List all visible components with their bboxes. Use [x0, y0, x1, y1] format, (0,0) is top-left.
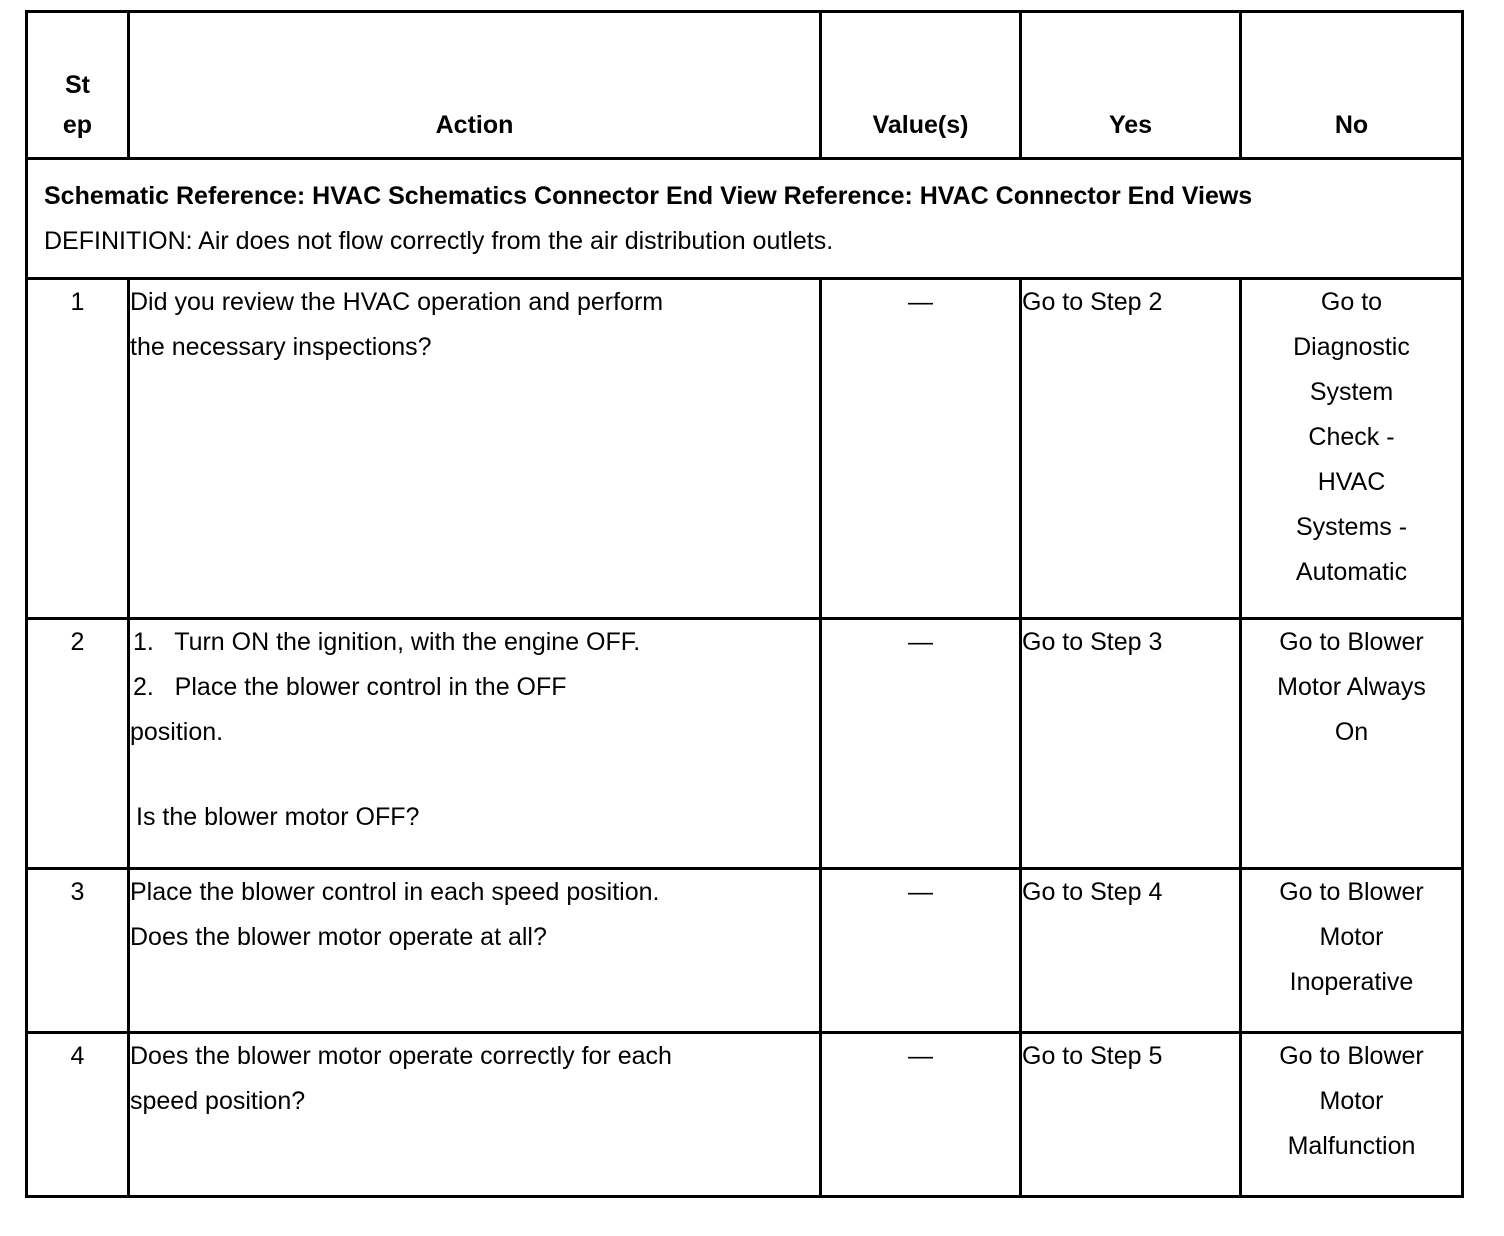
- yes-cell: Go to Step 5: [1021, 1033, 1241, 1197]
- no-line: Motor Always: [1277, 673, 1426, 701]
- value-cell: —: [821, 279, 1021, 619]
- header-step-line2: ep: [62, 111, 93, 139]
- header-step-line1: St: [65, 71, 90, 99]
- header-yes: Yes: [1021, 12, 1241, 159]
- yes-cell: Go to Step 4: [1021, 869, 1241, 1033]
- no-line: HVAC: [1317, 468, 1386, 496]
- action-step-item: 1. Turn ON the ignition, with the engine OFF.: [133, 628, 641, 656]
- value-cell: —: [821, 869, 1021, 1033]
- action-question: Is the blower motor OFF?: [136, 803, 420, 831]
- yes-cell: Go to Step 3: [1021, 619, 1241, 869]
- action-line: speed position?: [130, 1087, 306, 1115]
- action-cell: [129, 1033, 821, 1197]
- header-values: Value(s): [821, 12, 1021, 159]
- no-cell: [1241, 869, 1463, 1033]
- table-row: [27, 619, 1463, 869]
- header-step: [27, 12, 129, 159]
- reference-cell: [27, 159, 1463, 279]
- no-line: System: [1309, 378, 1394, 406]
- header-action: Action: [129, 12, 821, 159]
- schematic-reference: Schematic Reference: HVAC Schematics Connector End View Reference: HVAC Connector End Views: [44, 182, 1253, 210]
- no-line: Diagnostic: [1293, 333, 1410, 361]
- action-step-item: 2. Place the blower control in the OFF: [133, 673, 567, 701]
- no-line: Systems -: [1295, 513, 1408, 541]
- no-cell: [1241, 279, 1463, 619]
- table-row: [27, 869, 1463, 1033]
- step-number: 3: [27, 869, 129, 1033]
- no-line: Malfunction: [1287, 1132, 1416, 1160]
- action-cell: [129, 619, 821, 869]
- header-row: [27, 12, 1463, 159]
- header-no: No: [1241, 12, 1463, 159]
- action-line: Did you review the HVAC operation and perform: [130, 288, 664, 316]
- table-row: [27, 1033, 1463, 1197]
- no-line: Go to Blower: [1279, 878, 1424, 906]
- action-line: Does the blower motor operate correctly for each: [130, 1042, 672, 1070]
- no-line: Motor: [1319, 1087, 1384, 1115]
- no-line: Go to: [1320, 288, 1383, 316]
- action-cell: [129, 869, 821, 1033]
- action-line: position.: [130, 718, 224, 746]
- reference-row: [27, 159, 1463, 279]
- no-line: Go to Blower: [1279, 628, 1424, 656]
- action-line: Place the blower control in each speed position.: [130, 878, 660, 906]
- value-cell: —: [821, 1033, 1021, 1197]
- step-number: 1: [27, 279, 129, 619]
- action-line: Does the blower motor operate at all?: [130, 923, 547, 951]
- no-cell: [1241, 1033, 1463, 1197]
- diagnostic-table: [25, 10, 1464, 1198]
- table-row: [27, 279, 1463, 619]
- step-number: 2: [27, 619, 129, 869]
- no-line: Check -: [1308, 423, 1395, 451]
- no-line: Inoperative: [1289, 968, 1414, 996]
- value-cell: —: [821, 619, 1021, 869]
- action-line: the necessary inspections?: [130, 333, 432, 361]
- yes-cell: Go to Step 2: [1021, 279, 1241, 619]
- no-cell: [1241, 619, 1463, 869]
- no-line: Go to Blower: [1279, 1042, 1424, 1070]
- definition: DEFINITION: Air does not flow correctly from the air distribution outlets.: [44, 227, 834, 255]
- action-cell: [129, 279, 821, 619]
- no-line: On: [1334, 718, 1369, 746]
- no-line: Motor: [1319, 923, 1384, 951]
- step-number: 4: [27, 1033, 129, 1197]
- no-line: Automatic: [1295, 558, 1408, 586]
